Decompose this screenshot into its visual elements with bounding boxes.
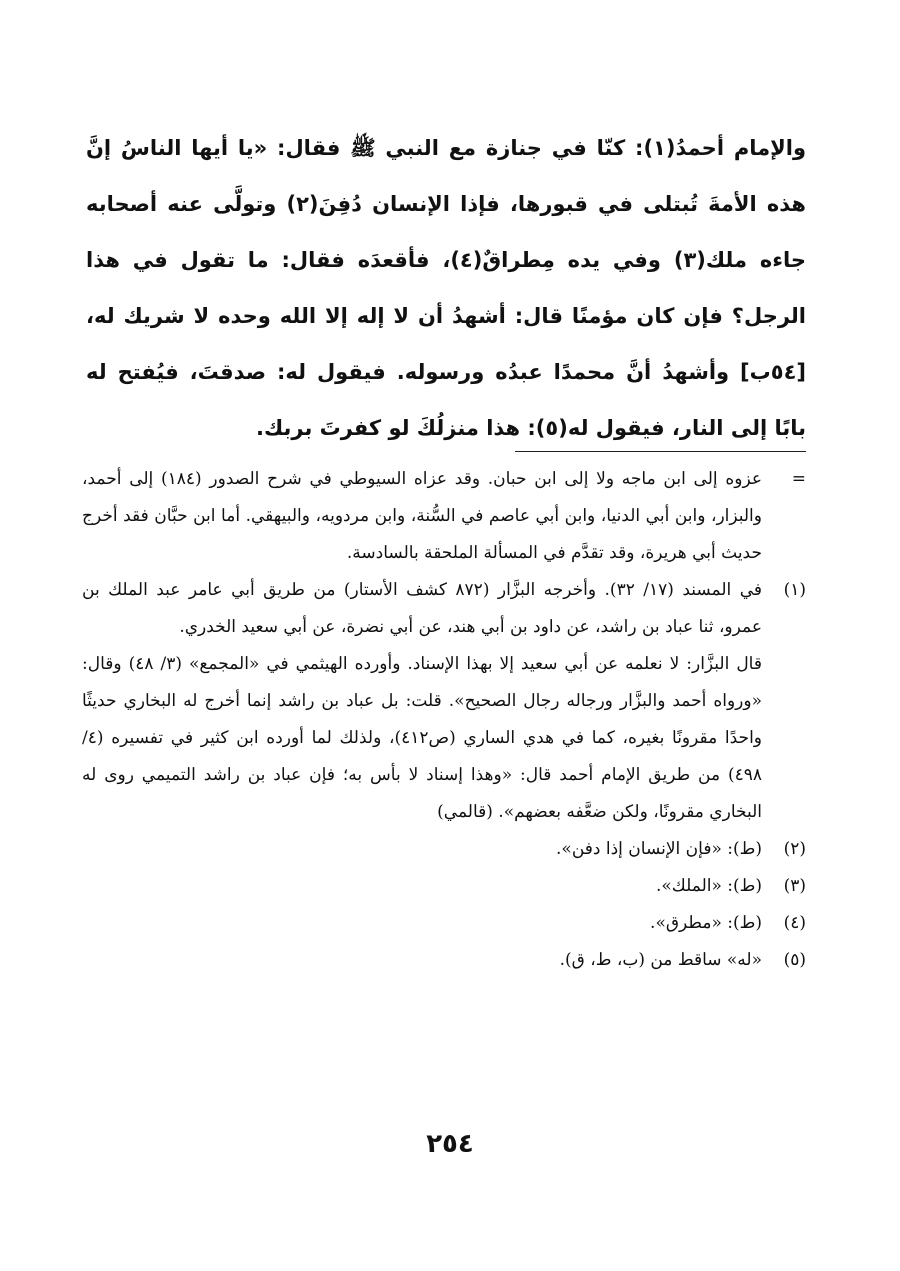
footnote-paragraph: (ط): «مطرق». <box>650 913 762 933</box>
footnote-marker: (٥) <box>783 950 806 970</box>
footnotes-section <box>82 461 806 979</box>
footnote-body <box>82 572 762 831</box>
main-text <box>86 120 806 456</box>
page-number: ٢٥٤ <box>426 1129 474 1159</box>
footnote-3 <box>82 868 806 905</box>
footnote-body <box>82 942 762 979</box>
footnote-body <box>82 831 762 868</box>
footnote-marker: (٤) <box>783 913 806 933</box>
footnote-4 <box>82 905 806 942</box>
footnote-paragraph: قال البزَّار: لا نعلمه عن أبي سعيد إلا بهذا الإسناد. وأورده الهيثمي في «المجمع» (٣/ ٤٨) وقال: «ورواه أحمد والبزَّار ورجاله رجال الصحيح». قلت: بل عباد بن راشد إنما أخرج له البخاري حديثًا واحدًا مقرونًا بغيره، كما في هدي الساري (ص٤١٢)، ولذلك لما أورده ابن كثير في تفسيره (٤/ ٤٩٨) من طريق الإمام أحمد قال: «وهذا إسناد لا بأس به؛ فإن عباد بن راشد التميمي روى له البخاري مقرونًا، ولكن ضعَّفه بعضهم». (قالمي) <box>82 654 763 822</box>
footnote-1 <box>82 572 806 831</box>
footnote-paragraph: «له» ساقط من (ب، ط، ق). <box>559 950 762 970</box>
footnote-separator <box>515 451 806 452</box>
footnote-marker: (٢) <box>783 839 806 859</box>
footnote-continuation <box>82 461 806 572</box>
footnote-marker: (٣) <box>783 876 806 896</box>
footnote-5 <box>82 942 806 979</box>
footnote-marker: = <box>791 469 806 489</box>
footnote-marker: (١) <box>783 580 806 600</box>
footnote-paragraph: (ط): «الملك». <box>655 876 762 896</box>
footnote-body <box>82 461 762 572</box>
main-paragraph: والإمام أحمدُ(١): كنّا في جنازة مع النبي ﷺ فقال: «يا أيها الناسُ إنَّ هذه الأمةَ تُبتلى في قبورها، فإذا الإنسان دُفِنَ(٢) وتولَّى عنه أصحابه جاءه ملك(٣) وفي يده مِطراقٌ(٤)، فأقعدَه فقال: ما تقول في هذا الرجل؟ فإن كان مؤمنًا قال: أشهدُ أن لا إله إلا الله وحده لا شريك له، [٥٤ب] وأشهدُ أنَّ محمدًا عبدُه ورسوله. فيقول له: صدقتَ، فيُفتح له بابًا إلى النار، فيقول له(٥): هذا منزلُكَ لو كفرتَ بربك. <box>86 136 806 440</box>
footnote-body <box>82 868 762 905</box>
footnote-paragraph: عزوه إلى ابن ماجه ولا إلى ابن حبان. وقد عزاه السيوطي في شرح الصدور (١٨٤) إلى أحمد، والبزار، وابن أبي الدنيا، وابن أبي عاصم في السُّنة، وابن مردويه، والبيهقي. أما ابن حبَّان فقد أخرج حديث أبي هريرة، وقد تقدَّم في المسألة الملحقة بالسادسة. <box>82 469 762 563</box>
footnote-paragraph: (ط): «فإن الإنسان إذا دفن». <box>556 839 762 859</box>
footnote-2 <box>82 831 806 868</box>
footnote-body <box>82 905 762 942</box>
footnote-paragraph: في المسند (١٧/ ٣٢). وأخرجه البزَّار (٨٧٢ كشف الأستار) من طريق أبي عامر عبد الملك بن عمرو، ثنا عباد بن راشد، عن داود بن أبي هند، عن أبي نضرة، عن أبي سعيد الخدري. <box>82 580 763 637</box>
